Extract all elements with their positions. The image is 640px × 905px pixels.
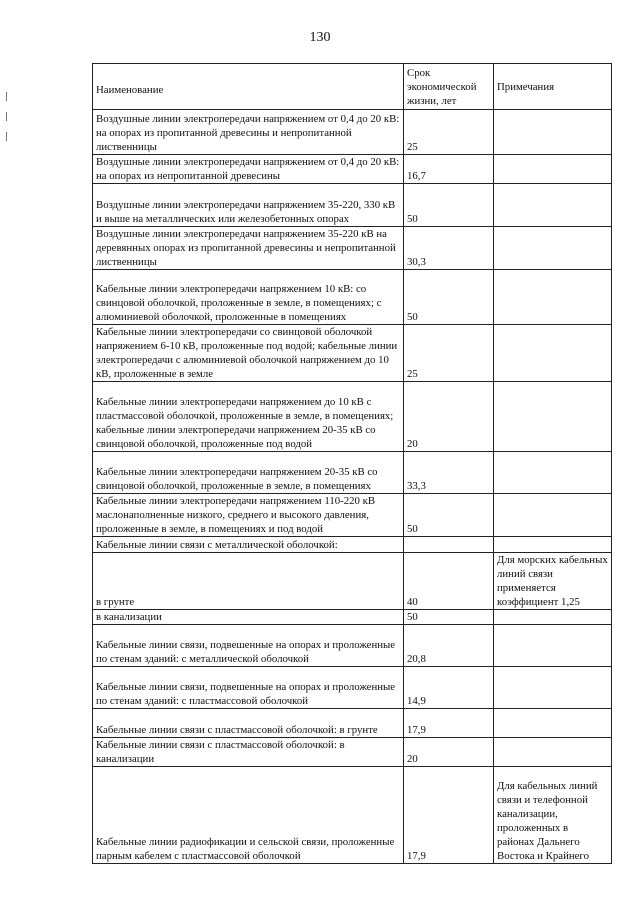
row-name: Кабельные линии связи, подвешенные на опорах и проложенные по стенам зданий: с металлической оболочкой <box>93 625 404 667</box>
row-name: Кабельные линии электропередачи напряжением 110-220 кВ маслонаполненные низкого, среднего и высокого давления, проложенные в земле, в помещениях и под водой <box>93 494 404 537</box>
row-note <box>494 382 612 452</box>
table-row <box>93 738 612 767</box>
row-name: Кабельные линии связи с пластмассовой оболочкой: в грунте <box>93 709 404 738</box>
row-name: Воздушные линии электропередачи напряжением от 0,4 до 20 кВ: на опорах из пропитанной древесины и непропитанной лиственницы <box>93 110 404 155</box>
row-note <box>494 227 612 270</box>
row-name: Кабельные линии электропередачи напряжением до 10 кВ с пластмассовой оболочкой, проложенные в земле, в помещениях; кабельные линии электропередачи напряжением 20-35 кВ со свинцовой оболочкой, проложенные под водой <box>93 382 404 452</box>
economic-life-table <box>92 63 612 864</box>
table-row <box>93 110 612 155</box>
row-term: 25 <box>404 110 494 155</box>
margin-mark <box>6 92 7 101</box>
row-term: 20 <box>404 382 494 452</box>
row-note: Для кабельных линий связи и телефонной канализации, проложенных в районах Дальнего Востока и Крайнего <box>494 767 612 864</box>
row-term: 17,9 <box>404 767 494 864</box>
row-term: 50 <box>404 610 494 625</box>
table-row <box>93 610 612 625</box>
table-row <box>93 709 612 738</box>
table-row <box>93 227 612 270</box>
row-name: Кабельные линии электропередачи напряжением 20-35 кВ со свинцовой оболочкой, проложенные в земле, в помещениях <box>93 452 404 494</box>
row-name: Кабельные линии связи с металлической оболочкой: <box>93 537 404 553</box>
row-name: в грунте <box>93 553 404 610</box>
row-term: 20,8 <box>404 625 494 667</box>
row-term: 40 <box>404 553 494 610</box>
row-term: 33,3 <box>404 452 494 494</box>
table-row <box>93 155 612 184</box>
table-row <box>93 494 612 537</box>
row-name: в канализации <box>93 610 404 625</box>
row-term <box>404 537 494 553</box>
row-name: Кабельные линии радиофикации и сельской связи, проложенные парным кабелем с пластмассовой оболочкой <box>93 767 404 864</box>
table-row <box>93 667 612 709</box>
row-note <box>494 494 612 537</box>
row-name: Кабельные линии электропередачи со свинцовой оболочкой напряжением 6-10 кВ, проложенные под водой; кабельные линии электропередачи с алюминиевой оболочкой напряжением до 10 кВ, проложенные в земле <box>93 325 404 382</box>
row-note: Для морских кабельных линий связи применяется коэффициент 1,25 <box>494 553 612 610</box>
row-name: Кабельные линии связи с пластмассовой оболочкой: в канализации <box>93 738 404 767</box>
table-row <box>93 270 612 325</box>
row-note <box>494 709 612 738</box>
row-note <box>494 610 612 625</box>
table-row <box>93 382 612 452</box>
row-name: Воздушные линии электропередачи напряжением 35-220, 330 кВ и выше на металлических или железобетонных опорах <box>93 184 404 227</box>
page-number: 130 <box>309 30 331 45</box>
row-name: Воздушные линии электропередачи напряжением 35-220 кВ на деревянных опорах из пропитанной древесины и непропитанной лиственницы <box>93 227 404 270</box>
table-row <box>93 625 612 667</box>
row-term: 30,3 <box>404 227 494 270</box>
row-name: Воздушные линии электропередачи напряжением от 0,4 до 20 кВ: на опорах из непропитанной древесины <box>93 155 404 184</box>
header-name: Наименование <box>93 64 404 110</box>
row-note <box>494 625 612 667</box>
row-note <box>494 325 612 382</box>
row-name: Кабельные линии электропередачи напряжением 10 кВ: со свинцовой оболочкой, проложенные в земле, в помещениях; с алюминиевой оболочкой, проложенные в помещениях <box>93 270 404 325</box>
row-term: 50 <box>404 494 494 537</box>
table-row <box>93 537 612 553</box>
table-row <box>93 767 612 864</box>
row-term: 25 <box>404 325 494 382</box>
header-notes: Примечания <box>494 64 612 110</box>
row-term: 50 <box>404 184 494 227</box>
row-note <box>494 537 612 553</box>
row-note <box>494 155 612 184</box>
table-row <box>93 452 612 494</box>
row-term: 16,7 <box>404 155 494 184</box>
header-term: Срок экономической жизни, лет <box>404 64 494 110</box>
table-row <box>93 184 612 227</box>
row-note <box>494 270 612 325</box>
row-name: Кабельные линии связи, подвешенные на опорах и проложенные по стенам зданий: с пластмассовой оболочкой <box>93 667 404 709</box>
row-note <box>494 452 612 494</box>
margin-mark <box>6 132 7 141</box>
row-note <box>494 738 612 767</box>
row-note <box>494 667 612 709</box>
row-note <box>494 184 612 227</box>
row-term: 50 <box>404 270 494 325</box>
table-row <box>93 553 612 610</box>
table-header-row <box>93 64 612 110</box>
row-term: 20 <box>404 738 494 767</box>
margin-mark <box>6 112 7 121</box>
row-term: 17,9 <box>404 709 494 738</box>
row-note <box>494 110 612 155</box>
table-row <box>93 325 612 382</box>
row-term: 14,9 <box>404 667 494 709</box>
